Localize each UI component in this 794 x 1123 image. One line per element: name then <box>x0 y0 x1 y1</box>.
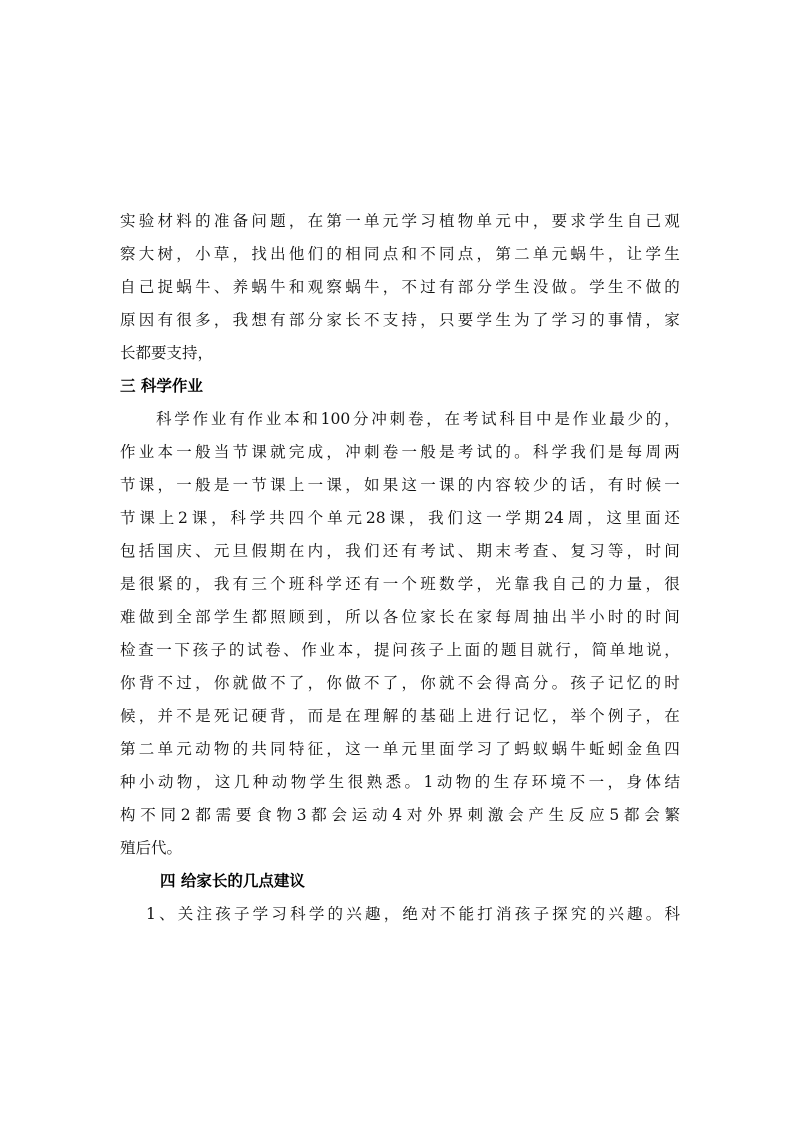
text-line: 察 大 树 ， 小 草 ， 找 出 他 们 的 相 同 点 和 不 同 点 ， 第 二 单 元 蜗 牛 ， 让 学 生 <box>120 245 680 263</box>
section-heading-homework: 三 科学作业 <box>120 377 203 395</box>
text-line: 节 课 上 2 课 ， 科 学 共 四 个 单 元 28 课 ， 我 们 这 一 学 期 24 周 ， 这 里 面 还 <box>120 509 680 527</box>
text-line: 候 ， 并 不 是 死 记 硬 背 ， 而 是 在 理 解 的 基 础 上 进 行 记 忆 ， 举 个 例 子 ， 在 <box>120 707 680 725</box>
text-line: 节 课 ， 一 般 是 一 节 课 上 一 课 ， 如 果 这 一 课 的 内 容 较 少 的 话 ， 有 时 候 一 <box>120 476 680 494</box>
text-line: 原 因 有 很 多 ， 我 想 有 部 分 家 长 不 支 持 ， 只 要 学 生 为 了 学 习 的 事 情 ， 家 <box>120 311 680 329</box>
suggestion-item: 1 、 关 注 孩 子 学 习 科 学 的 兴 趣 ， 绝 对 不 能 打 消 孩 子 探 究 的 兴 趣 。 科 <box>146 905 680 923</box>
text-line: 难 做 到 全 部 学 生 都 照 顾 到 ， 所 以 各 位 家 长 在 家 每 周 抽 出 半 小 时 的 时 间 <box>120 608 680 626</box>
text-line: 第 二 单 元 动 物 的 共 同 特 征 ， 这 一 单 元 里 面 学 习 了 蚂 蚁 蜗 牛 蚯 蚓 金 鱼 四 <box>120 740 680 758</box>
text-line: 是 很 紧 的 ， 我 有 三 个 班 科 学 还 有 一 个 班 数 学 ， 光 靠 我 自 己 的 力 量 ， 很 <box>120 575 680 593</box>
section-heading-suggestions: 四 给家长的几点建议 <box>160 872 305 890</box>
text-line: 自 己 捉 蜗 牛 、 养 蜗 牛 和 观 察 蜗 牛 ， 不 过 有 部 分 学 生 没 做 。 学 生 不 做 的 <box>120 278 680 296</box>
text-line: 检 查 一 下 孩 子 的 试 卷 、 作 业 本 ， 提 问 孩 子 上 面 的 题 目 就 行 ， 简 单 地 说 ， <box>120 641 680 659</box>
text-line: 长都要支持， <box>120 344 214 362</box>
text-line: 构 不 同 2 都 需 要 食 物 3 都 会 运 动 4 对 外 界 刺 激 会 产 生 反 应 5 都 会 繁 <box>120 806 680 824</box>
intro-paragraph <box>120 205 680 370</box>
text-line: 种 小 动 物 ， 这 几 种 动 物 学 生 很 熟 悉 。 1 动 物 的 生 存 环 境 不 一 ， 身 体 结 <box>120 773 680 791</box>
text-line: 你 背 不 过 ， 你 就 做 不 了 ， 你 做 不 了 ， 你 就 不 会 得 高 分 。 孩 子 记 忆 的 时 <box>120 674 680 692</box>
homework-paragraph <box>120 403 680 865</box>
text-line: 科 学 作 业 有 作 业 本 和 100 分 冲 刺 卷 ， 在 考 试 科 目 中 是 作 业 最 少 的 ， <box>156 410 680 428</box>
text-line: 实 验 材 料 的 准 备 问 题 ， 在 第 一 单 元 学 习 植 物 单 元 中 ， 要 求 学 生 自 己 观 <box>120 212 680 230</box>
text-line: 作 业 本 一 般 当 节 课 就 完 成 ， 冲 刺 卷 一 般 是 考 试 的 。 科 学 我 们 是 每 周 两 <box>120 443 680 461</box>
document-body <box>120 205 680 931</box>
text-line: 殖后代。 <box>120 839 183 857</box>
text-line: 包 括 国 庆 、 元 旦 假 期 在 内 ， 我 们 还 有 考 试 、 期 末 考 查 、 复 习 等 ， 时 间 <box>120 542 680 560</box>
